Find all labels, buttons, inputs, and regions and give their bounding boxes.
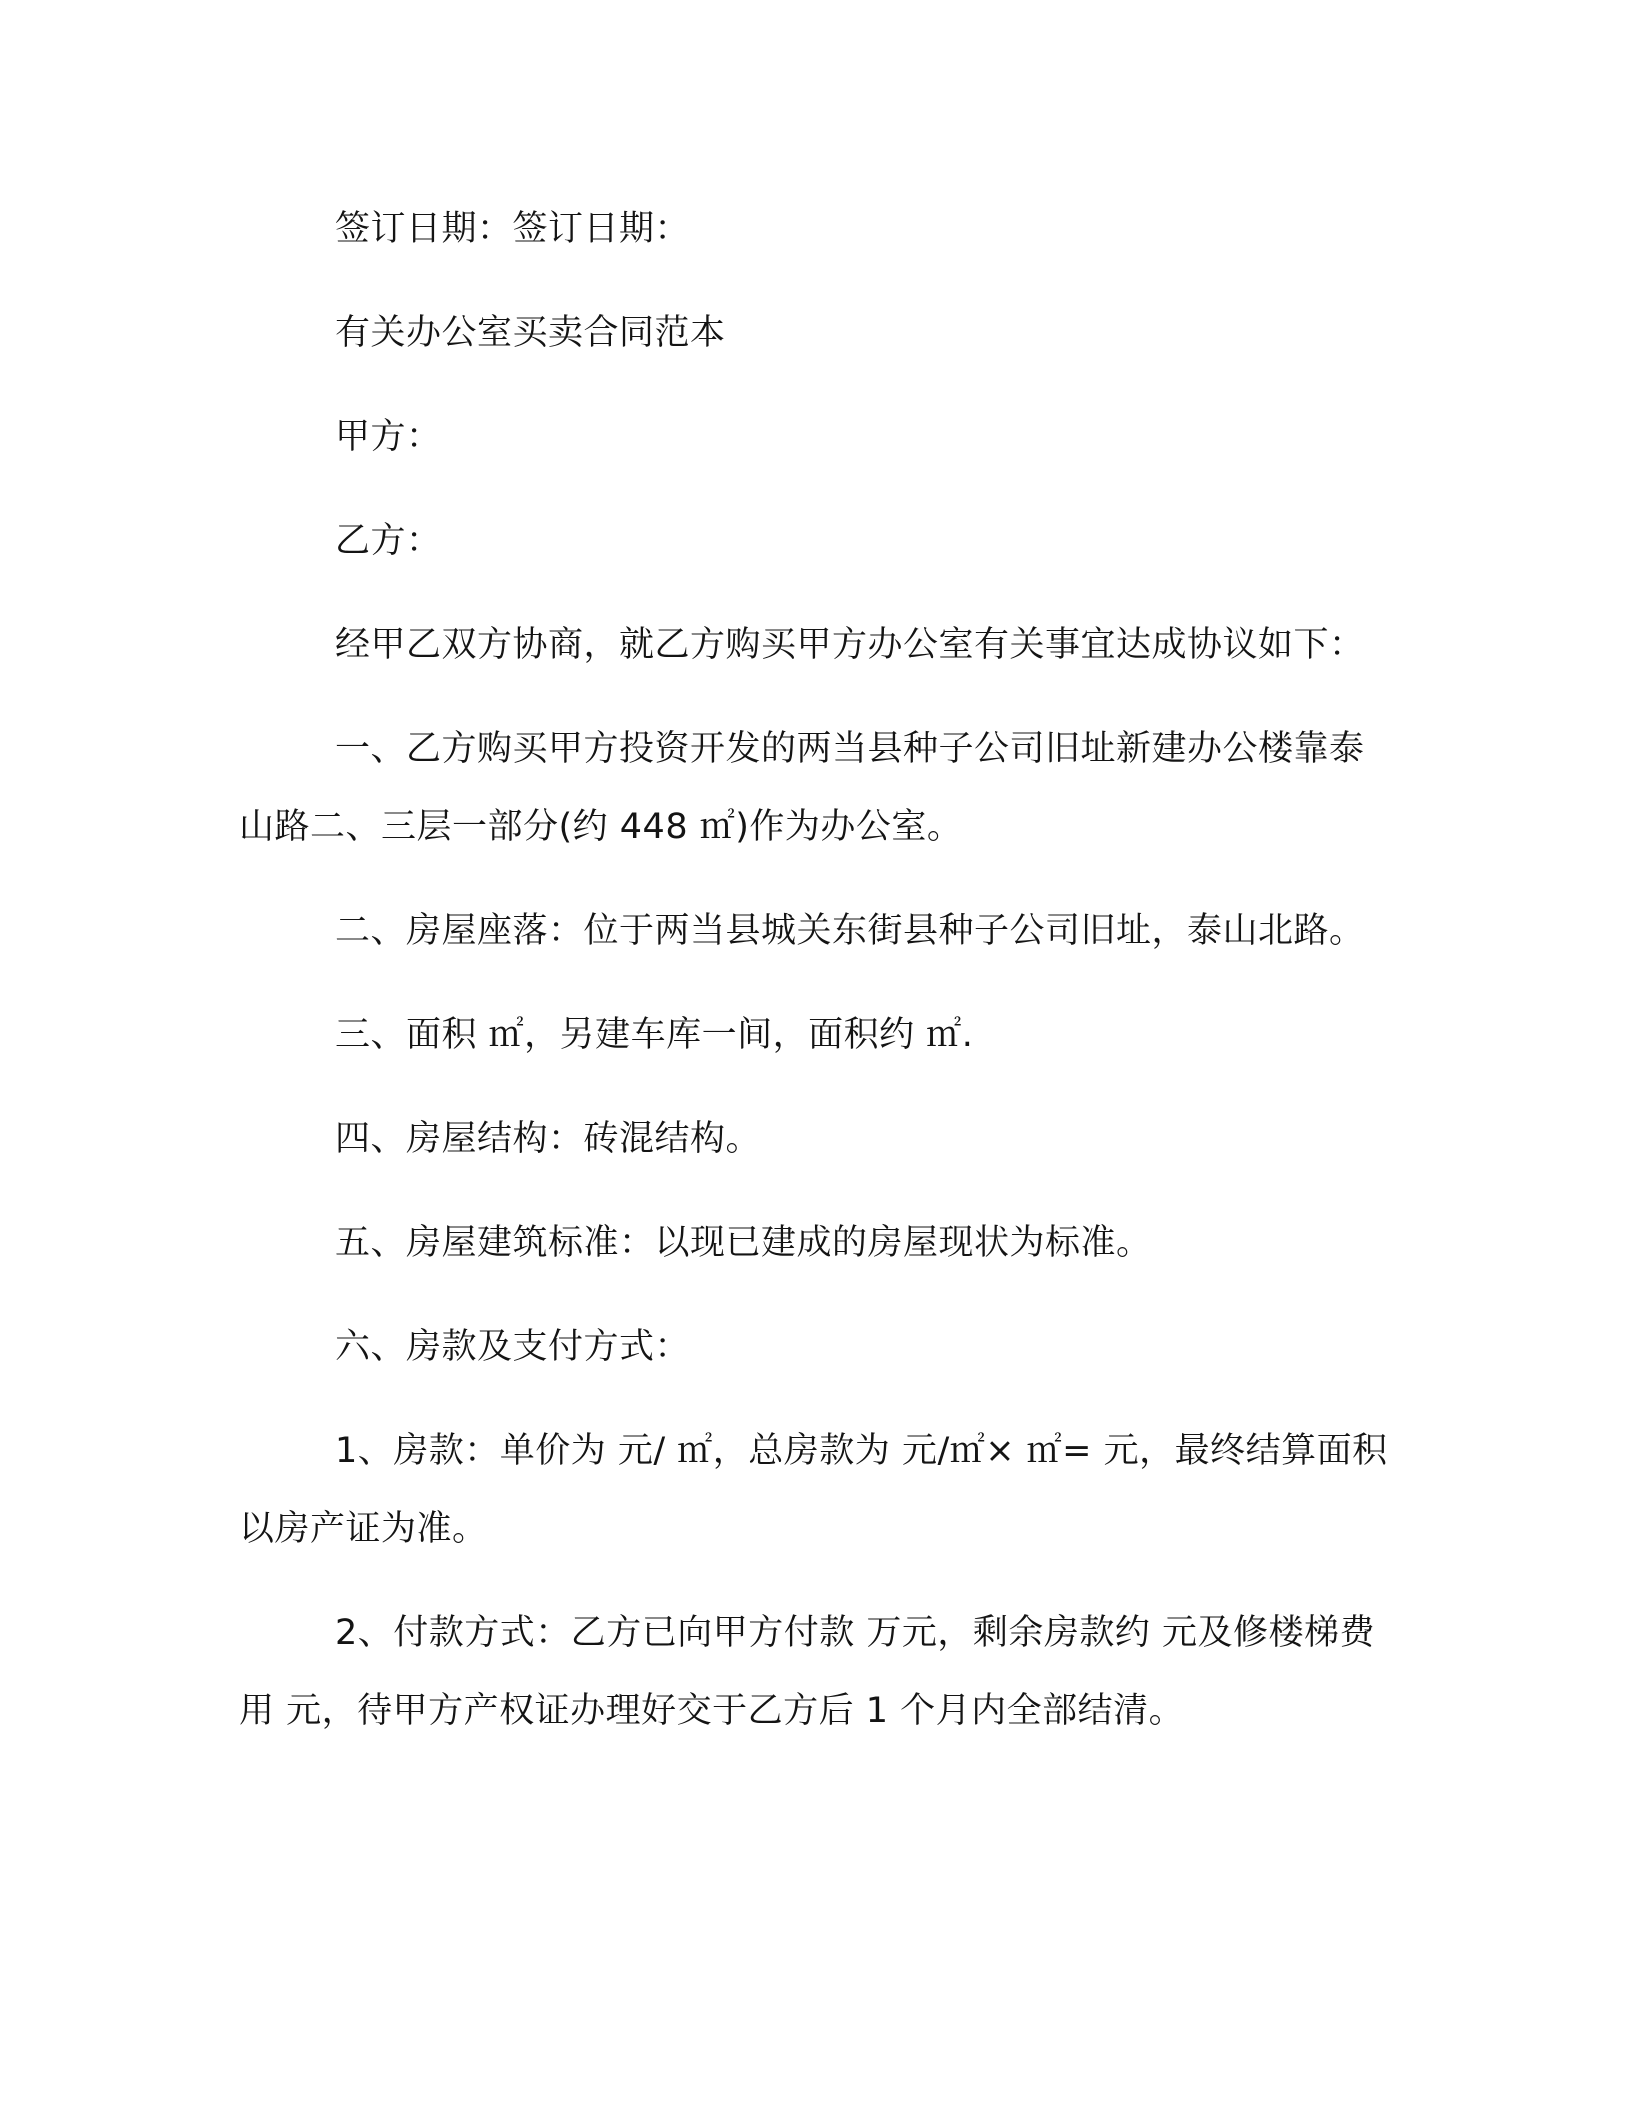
document-body	[239, 190, 1399, 1776]
clause-6: 六、房款及支付方式：	[335, 1327, 691, 1367]
clause-4: 四、房屋结构：砖混结构。	[335, 1119, 762, 1159]
clause-1: 一、乙方购买甲方投资开发的两当县种子公司旧址新建办公楼靠泰山路二、三层一部分(约 448 ㎡)作为办公室。	[239, 729, 1365, 847]
signing-date-line: 签订日期：签订日期：	[335, 209, 691, 249]
clause-6-item-1: 1、房款：单价为 元/ ㎡，总房款为 元/㎡× ㎡= 元，最终结算面积以房产证为准。	[239, 1431, 1388, 1549]
clause-5: 五、房屋建筑标准：以现已建成的房屋现状为标准。	[335, 1223, 1152, 1263]
party-b-line: 乙方：	[335, 521, 442, 561]
agreement-intro: 经甲乙双方协商，就乙方购买甲方办公室有关事宜达成协议如下：	[335, 625, 1365, 665]
clause-3: 三、面积 ㎡，另建车库一间，面积约 ㎡.	[335, 1015, 974, 1055]
clause-6-item-2: 2、付款方式：乙方已向甲方付款 万元，剩余房款约 元及修楼梯费用 元，待甲方产权证办理好交于乙方后 1 个月内全部结清。	[239, 1613, 1376, 1731]
document-title: 有关办公室买卖合同范本	[335, 313, 726, 353]
clause-2: 二、房屋座落：位于两当县城关东街县种子公司旧址，泰山北路。	[335, 911, 1365, 951]
party-a-line: 甲方：	[335, 417, 442, 457]
